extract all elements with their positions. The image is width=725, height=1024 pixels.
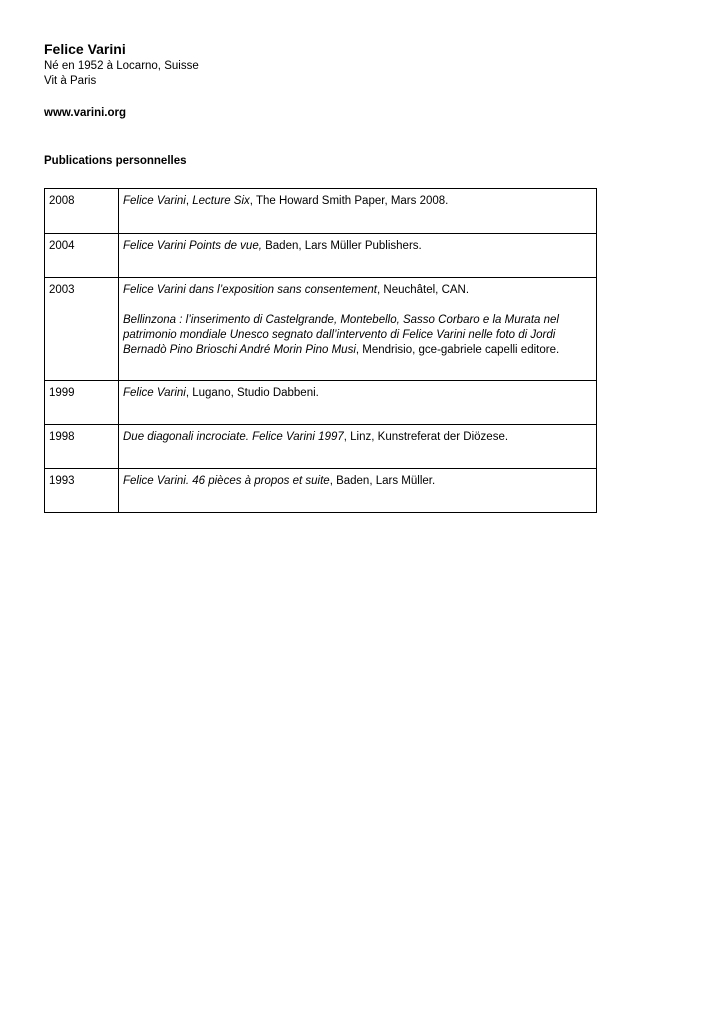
publication-entry [123,474,592,489]
publications-table [44,188,597,513]
birth-info: Né en 1952 à Locarno, Suisse [44,60,199,72]
publication-details: , Linz, Kunstreferat der Diözese. [343,431,509,443]
publication-entry [123,239,592,254]
publication-entry [123,386,592,401]
publication-details: , The Howard Smith Paper, Mars 2008. [249,195,449,207]
publication-entry [123,313,592,358]
publication-cell [119,234,597,278]
publication-title: Bellinzona : l’inserimento di Castelgrande, Montebello, Sasso Corbaro e la Murata nel patrimonio mondiale Unesco segnato dall’intervento di Felice Varini nelle foto di Jordi Bernadò Pino Brioschi André Morin Pino Musi [123,314,559,356]
year-cell: 2008 [45,189,119,234]
publication-cell [119,189,597,234]
website-link[interactable]: www.varini.org [44,107,127,119]
publication-details: , Lugano, Studio Dabbeni. [185,387,319,399]
publication-details: , Neuchâtel, CAN. [377,284,470,296]
year-cell: 1993 [45,469,119,513]
section-title: Publications personnelles [44,155,187,167]
publication-title: Felice Varini. 46 pièces à propos et suite [123,475,330,487]
publication-details: Baden, Lars Müller Publishers. [261,240,422,252]
publication-cell [119,469,597,513]
table-row [45,425,597,469]
publication-details: , Mendrisio, gce-gabriele capelli editore. [355,344,560,356]
publication-entry [123,430,592,445]
publication-details: , Baden, Lars Müller. [329,475,436,487]
publication-separator: , [185,195,193,207]
year-cell: 2004 [45,234,119,278]
year-cell: 1998 [45,425,119,469]
residence-info: Vit à Paris [44,75,97,87]
publication-cell [119,425,597,469]
table-row [45,278,597,381]
artist-name: Felice Varini [44,41,126,57]
year-cell: 2003 [45,278,119,381]
publication-title: Lecture Six [192,195,250,207]
publication-cell [119,278,597,381]
table-row [45,234,597,278]
publication-entry [123,283,592,298]
table-row [45,469,597,513]
publication-title: Felice Varini [123,195,186,207]
publication-title: Felice Varini Points de vue, [123,240,262,252]
publication-cell [119,381,597,425]
publication-title: Felice Varini [123,387,186,399]
year-cell: 1999 [45,381,119,425]
table-row [45,381,597,425]
publication-entry [123,194,592,209]
publication-title: Felice Varini dans l’exposition sans consentement [123,284,377,296]
table-row [45,189,597,234]
publication-title: Due diagonali incrociate. Felice Varini 1997 [123,431,344,443]
